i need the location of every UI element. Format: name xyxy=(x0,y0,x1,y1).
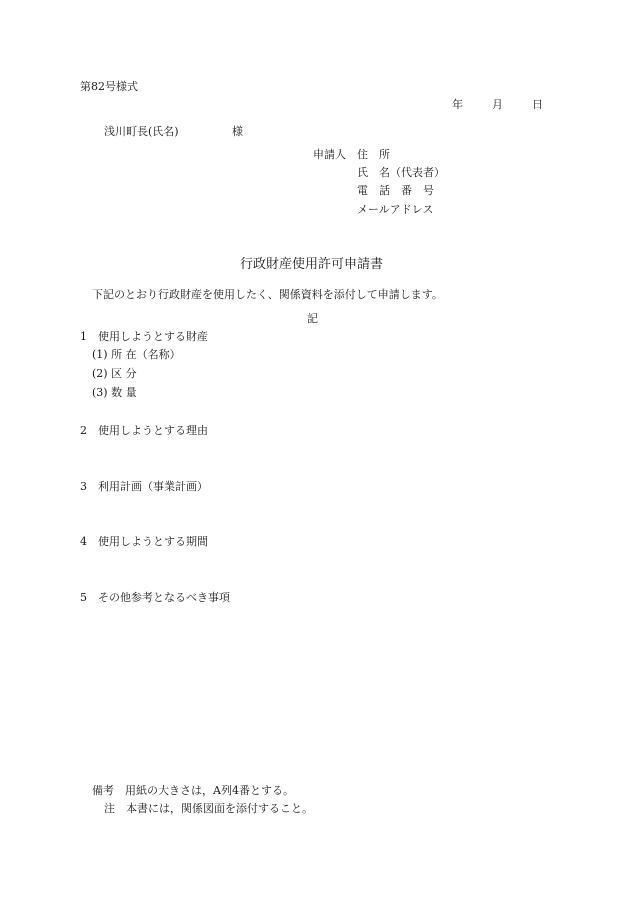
applicant-phone-label: 電 話 番 号 xyxy=(357,184,434,197)
attachment-note: 注 本書には，関係図面を添付すること。 xyxy=(104,802,313,815)
remark-note: 備考 用紙の大きさは，A列4番とする。 xyxy=(92,784,294,797)
item-1-sub-2: (2) 区 分 xyxy=(92,367,137,380)
date-line xyxy=(452,98,543,112)
item-1-sub-3: (3) 数 量 xyxy=(92,386,137,399)
addressee-name: 浅川町長(氏名) xyxy=(104,125,179,138)
item-1-sub-1: (1) 所 在（名称） xyxy=(92,348,181,361)
document-title: 行政財産使用許可申請書 xyxy=(240,257,384,272)
item-5: 5 その他参考となるべき事項 xyxy=(80,591,230,604)
date-year: 年 xyxy=(452,98,463,111)
item-2: 2 使用しようとする理由 xyxy=(80,424,208,437)
applicant-name-label: 氏 名（代表者） xyxy=(357,166,445,179)
item-4: 4 使用しようとする期間 xyxy=(80,535,208,548)
applicant-label: 申請人 xyxy=(313,148,346,161)
document-intro: 下記のとおり行政財産を使用したく、関係資料を添付して申請します。 xyxy=(92,288,443,301)
item-3: 3 利用計画（事業計画） xyxy=(80,480,208,493)
date-month: 月 xyxy=(492,98,503,111)
form-number: 第82号様式 xyxy=(80,80,138,93)
date-day: 日 xyxy=(532,98,543,111)
addressee-honorific: 様 xyxy=(232,125,243,138)
applicant-address-label: 住 所 xyxy=(357,148,390,161)
ki-heading: 記 xyxy=(307,312,318,325)
applicant-email-label: メールアドレス xyxy=(357,203,434,216)
item-1: 1 使用しようとする財産 xyxy=(80,330,208,343)
